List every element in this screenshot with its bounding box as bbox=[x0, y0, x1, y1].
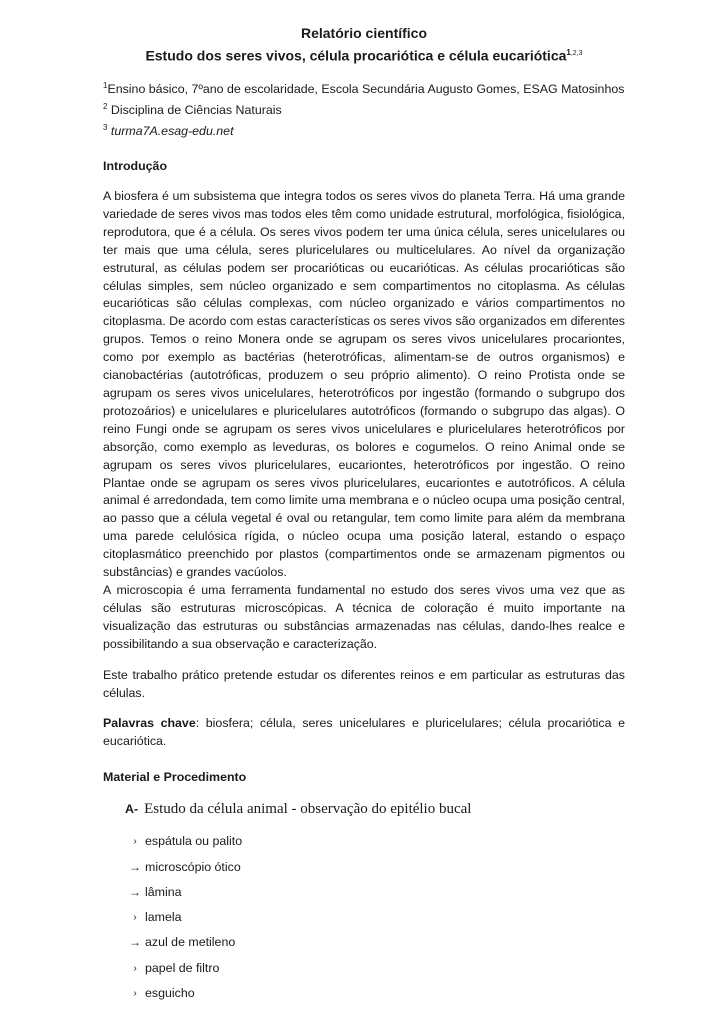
keywords-text: : biosfera; célula, seres unicelulares e pluricelulares; célula procariótica e eucariótica. bbox=[103, 716, 626, 749]
introduction-paragraph: A biosfera é um subsistema que integra todos os seres vivos do planeta Terra. Há uma grande variedade de seres vivos mas todos eles têm como unidade estrutural, morfológica, fisiológica, reprodutora, que é a célula. Os seres vivos podem ter uma única célula, seres unicelulares ou ter mais que uma célula, seres pluricelulares ou multicelulares. Ao nível da organização estrutural, as células podem ser procarióticas ou eucarióticas. As células procarióticas são células simples, sem núcleo organizado e sem compartimentos no citoplasma. As células eucarióticas são células complexas, com núcleo organizado e vários compartimentos no citoplasma. De acordo com estas características os seres vivos são organizados em diferentes grupos. Temos o reino Monera onde se agrupam os seres vivos unicelulares procariontes, como por exemplo as bactérias (heterotróficas, alimentam-se de outros organismos) e cianobactérias (autotróficas, produzem o seu próprio alimento). O reino Protista onde se agrupam os seres vivos unicelulares, heterotróficos por ingestão (formando o subgrupo dos protozoários) e unicelulares e pluricelulares autotróficos (formando o subgrupo das algas). O reino Fungi onde se agrupam os seres vivos unicelulares e pluricelulares heterotróficos por absorção, como exemplo as leveduras, os bolores e cogumelos. O reino Animal onde se agrupam os seres vivos pluricelulares, eucariontes, heterotróficos por ingestão. O reino Plantae onde se agrupam os seres vivos pluricelulares, eucariontes e autotróficos. A célula animal é arredondada, tem como limite uma membrana e o núcleo ocupa uma posição central, ao passo que a célula vegetal é oval ou retangular, tem como limite para além da membrana uma parede celulósica rígida, o núcleo ocupa uma posição lateral, estando o espaço citoplasmático preenchido por plastos (compartimentos onde se armazenam pigmentos ou substâncias) e grandes vacúolos. bbox=[103, 189, 625, 580]
affiliation-line bbox=[103, 119, 625, 140]
affiliation-link[interactable]: turma7A.esag-edu.net bbox=[110, 124, 234, 139]
keywords-label: Palavras chave bbox=[103, 716, 196, 731]
material-item-label: lamela bbox=[145, 910, 182, 925]
arrow-right-icon: › bbox=[133, 962, 137, 974]
material-item-label: esguicho bbox=[145, 986, 195, 1000]
subtitle-superscript-rest: ,2,3 bbox=[570, 50, 583, 57]
section-letter: A- bbox=[125, 802, 139, 817]
report-title: Relatório científico bbox=[300, 25, 428, 41]
material-item-label: microscópio ótico bbox=[145, 859, 241, 874]
material-item-label: lâmina bbox=[145, 884, 182, 899]
microscopy-paragraph: A microscopia é uma ferramenta fundamental no estudo dos seres vivos uma vez que as células são estruturas microscópicas. A técnica de coloração é muito importante na visualização das estruturas ou substâncias armazenadas nas células, dando-lhes realce e possibilitando a sua observação e caracterização. bbox=[103, 582, 625, 651]
affiliation-line bbox=[103, 77, 625, 98]
materials-list bbox=[103, 829, 625, 1006]
section-a-heading bbox=[125, 799, 625, 819]
material-item bbox=[125, 829, 625, 854]
material-item-label: papel de filtro bbox=[145, 960, 220, 975]
material-item bbox=[125, 880, 625, 905]
material-item bbox=[125, 956, 625, 981]
affiliation-text: Disciplina de Ciências Naturais bbox=[110, 102, 282, 117]
material-item-label: espátula ou palito bbox=[145, 834, 243, 849]
introduction-heading: Introdução bbox=[103, 159, 168, 174]
material-item bbox=[125, 981, 625, 1006]
affiliations bbox=[103, 77, 625, 140]
material-item-label: azul de metileno bbox=[145, 935, 236, 950]
objective-paragraph: Este trabalho prático pretende estudar os diferentes reinos e em particular as estruturas das células. bbox=[103, 667, 625, 700]
material-item bbox=[125, 855, 625, 880]
arrow-right-icon: › bbox=[133, 836, 137, 848]
keywords-paragraph bbox=[103, 715, 625, 751]
materials-heading: Material e Procedimento bbox=[103, 770, 247, 785]
arrow-right-icon: › bbox=[133, 912, 137, 924]
subtitle-superscript-main: 1 bbox=[566, 48, 571, 57]
report-subtitle bbox=[103, 44, 625, 65]
affiliation-number: 3 bbox=[103, 122, 108, 132]
material-item bbox=[125, 930, 625, 955]
affiliation-number: 2 bbox=[103, 101, 108, 111]
material-item bbox=[125, 905, 625, 930]
arrow-right-icon: › bbox=[133, 988, 137, 999]
section-title: Estudo da célula animal - observação do epitélio bucal bbox=[144, 801, 472, 818]
report-subtitle-text: Estudo dos seres vivos, célula procariótica e célula eucariótica bbox=[145, 47, 567, 64]
arrow-right-icon: → bbox=[129, 859, 141, 874]
affiliation-number: 1 bbox=[103, 80, 108, 90]
affiliation-text: Ensino básico, 7ºano de escolaridade, Escola Secundária Augusto Gomes, ESAG Matosinhos bbox=[107, 81, 625, 96]
document-page bbox=[103, 24, 625, 1006]
arrow-right-icon: → bbox=[129, 884, 141, 899]
arrow-right-icon: → bbox=[129, 935, 141, 950]
affiliation-line bbox=[103, 98, 625, 119]
